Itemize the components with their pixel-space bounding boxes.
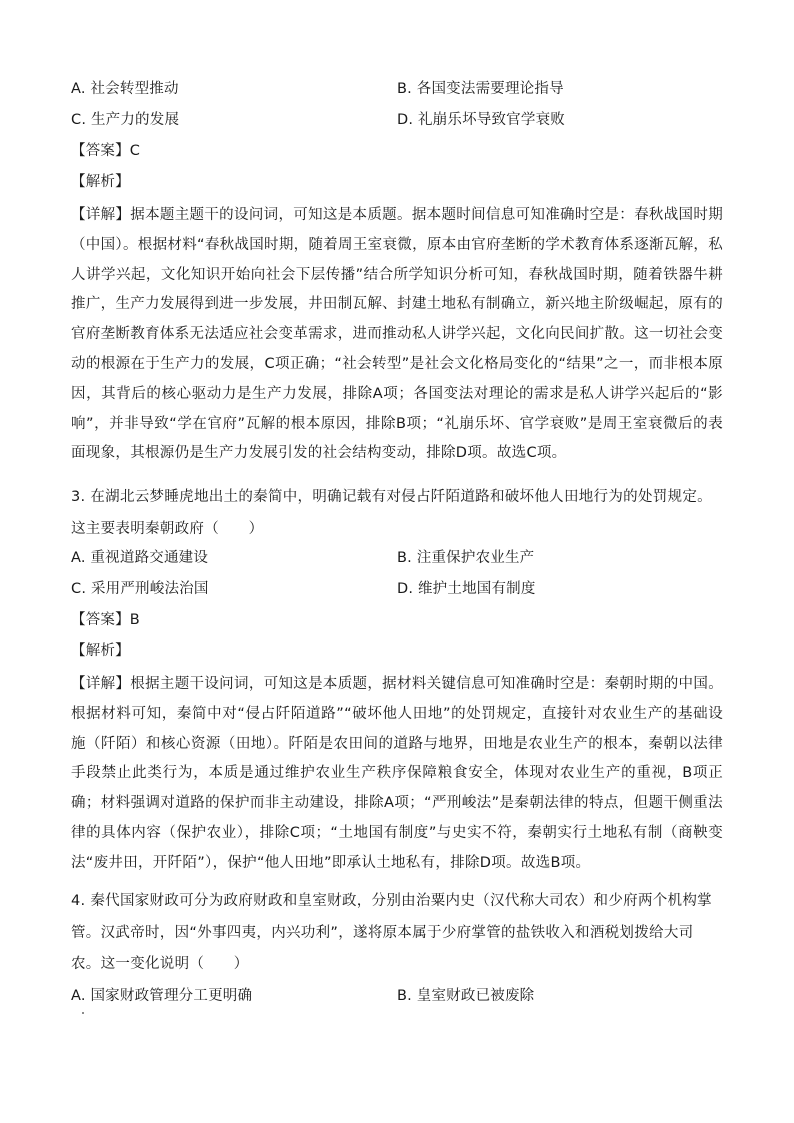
- q3-answer: 【答案】B: [71, 612, 140, 628]
- q2-analysis-label: 【解析】: [71, 174, 130, 190]
- q3-detail: 【详解】根据主题干设问词，可知这是本质题，据材料关键信息可知准确时空是：秦朝时期的中国。根据材料可知，秦简中对“侵占阡陌道路”“破坏他人田地”的处罚规定，直接针对农业生产的基础设施（阡陌）和核心资源（田地）。阡陌是农田间的道路与地界，田地是农业生产的根本，秦朝以法律手段禁止此类行为，本质是通过维护农业生产秩序保障粮食安全，体现对农业生产的重视，B项正确；材料强调对道路的保护而非主动建设，排除A项；“严刑峻法”是秦朝法律的特点，但题干侧重法律的具体内容（保护农业），排除C项；“土地国有制度”与史实不符，秦朝实行土地私有制（商鞅变法“废井田，开阡陌”），保护“他人田地”即承认土地私有，排除D项。故选B项。: [71, 676, 723, 871]
- q2-answer: 【答案】C: [71, 143, 141, 159]
- q2-detail: 【详解】据本题主题干的设问词，可知这是本质题。据本题时间信息可知准确时空是：春秋战国时期（中国）。根据材料“春秋战国时期，随着周王室衰微，原本由官府垄断的学术教育体系逐渐瓦解，私人讲学兴起，文化知识开始向社会下层传播”结合所学知识分析可知，春秋战国时期，随着铁器牛耕推广，生产力发展得到进一步发展，井田制瓦解、封建土地私有制确立，新兴地主阶级崛起，原有的官府垄断教育体系无法适应社会变革需求，进而推动私人讲学兴起，文化向民间扩散。这一切社会变动的根源在于生产力的发展，C项正确；“社会转型”是社会文化格局变化的“结果”之一，而非根本原因，其背后的核心驱动力是生产力发展，排除A项；各国变法对理论的需求是私人讲学兴起后的“影响”，并非导致“学在官府”瓦解的根本原因，排除B项；“礼崩乐坏、官学衰败”是周王室衰微后的表面现象，其根源仍是生产力发展引发的社会结构变动，排除D项。故选C项。: [71, 207, 723, 462]
- q2-option-c: C. 生产力的发展: [71, 112, 180, 128]
- q3-option-a: A. 重视道路交通建设: [71, 550, 209, 566]
- q3-analysis-label: 【解析】: [71, 643, 130, 659]
- q3-option-c: C. 采用严刑峻法治国: [71, 581, 209, 597]
- q4-option-a: A. 国家财政管理分工更明确: [71, 988, 253, 1004]
- q4-stem: 4. 秦代国家财政可分为政府财政和皇室财政，分别由治粟内史（汉代称大司农）和少府两个机构掌管。汉武帝时，因“外事四夷，内兴功利”，遂将原本属于少府掌管的盐铁收入和酒税划拨给大司农。这一变化说明（ ）: [71, 893, 712, 972]
- q2-option-d: D. 礼崩乐坏导致官学衰败: [397, 112, 565, 128]
- q3-stem: 3. 在湖北云梦睡虎地出土的秦简中，明确记载有对侵占阡陌道路和破坏他人田地行为的处罚规定。这主要表明秦朝政府（ ）: [71, 489, 712, 537]
- q3-option-b: B. 注重保护农业生产: [397, 550, 535, 566]
- q4-option-b: B. 皇室财政已被废除: [397, 988, 535, 1004]
- q2-option-a: A. 社会转型推动: [71, 81, 179, 97]
- q3-option-d: D. 维护土地国有制度: [397, 581, 536, 597]
- stray-dot: [82, 1012, 84, 1014]
- q2-option-b: B. 各国变法需要理论指导: [397, 81, 564, 97]
